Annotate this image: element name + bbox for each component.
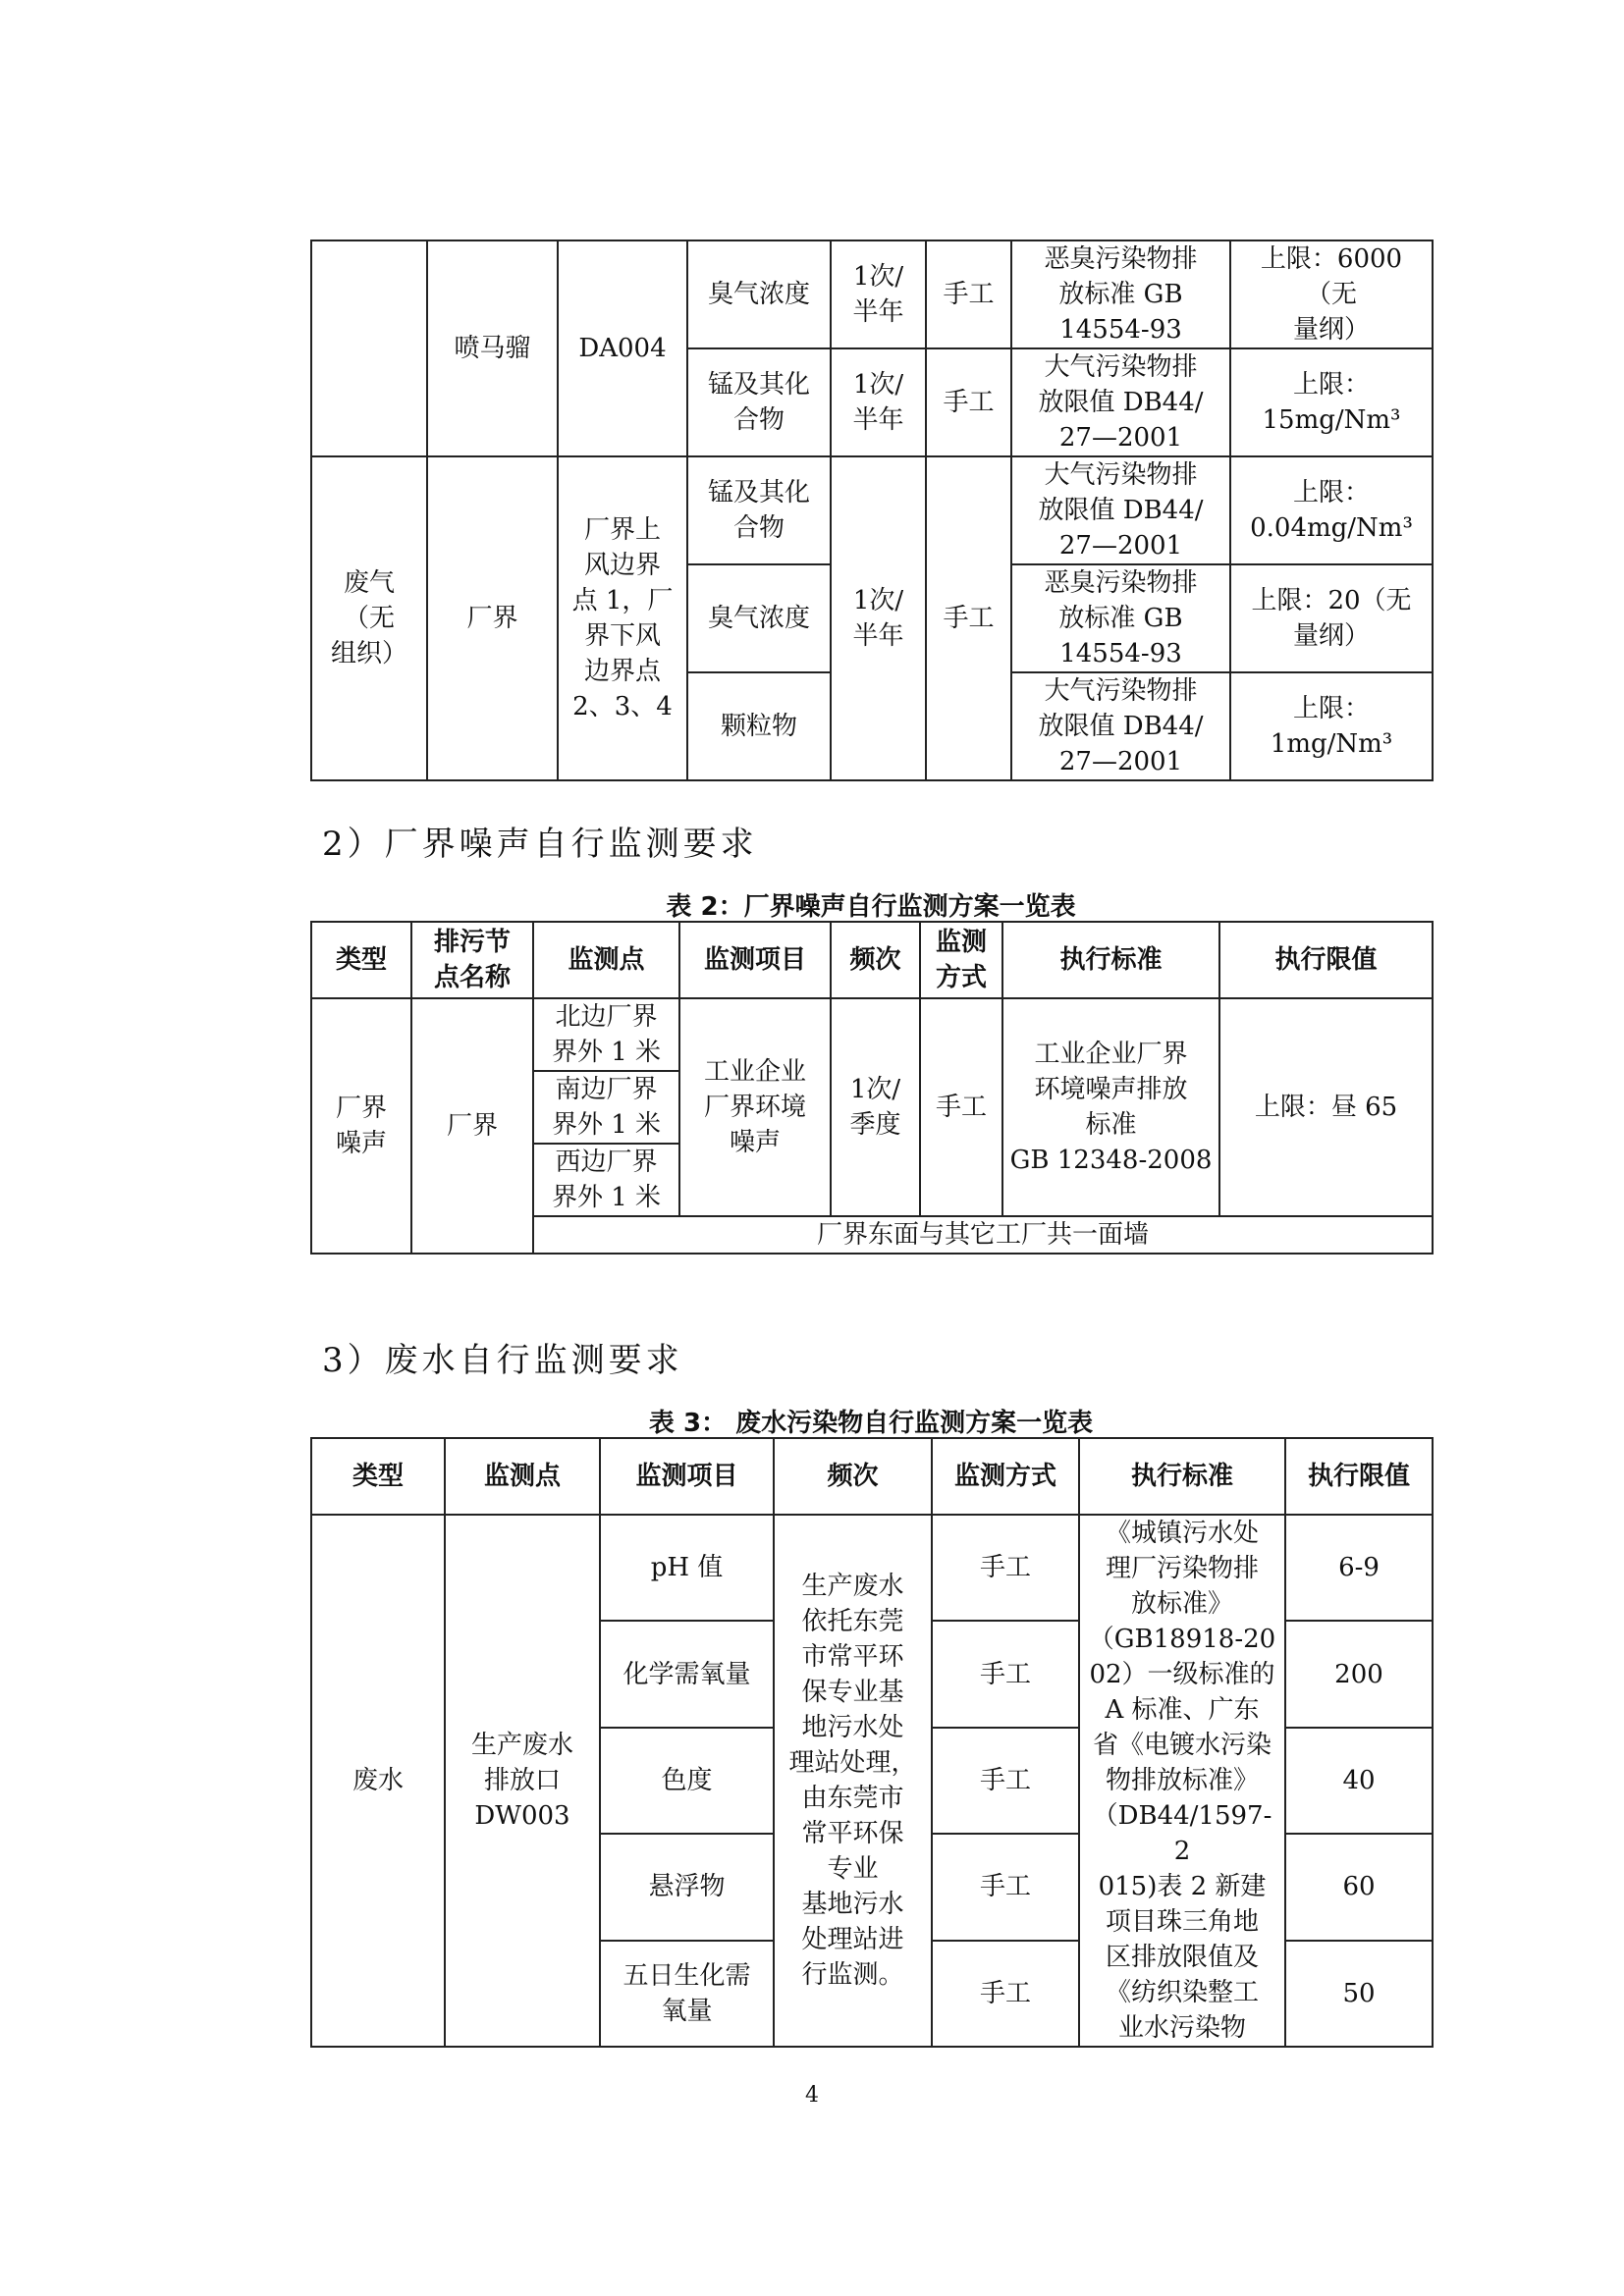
mode-cell: 手工: [932, 1515, 1079, 1621]
limit-cell: 上限：20（无 量纲）: [1230, 564, 1433, 672]
table-header-row: [311, 922, 1433, 998]
header-limit: 执行限值: [1285, 1438, 1433, 1515]
mode-cell: 手工: [920, 998, 1002, 1216]
std-cell: 《城镇污水处 理厂污染物排 放标准》 （GB18918-20 02）一级标准的 A 标准、广东 省《电镀水污染 物排放标准》 （DB44/1597-2 015)表 2 新建 项目珠三角地 区排放限值及 《纺织染整工 业水污染物: [1079, 1515, 1285, 2047]
mode-cell: 手工: [926, 348, 1011, 456]
limit-cell: 200: [1285, 1621, 1433, 1727]
mode-cell: 手工: [932, 1834, 1079, 1940]
header-mode: 监测 方式: [920, 922, 1002, 998]
header-std: 执行标准: [1079, 1438, 1285, 1515]
item-cell: 颗粒物: [687, 672, 831, 780]
node-cell: 厂界: [427, 456, 558, 780]
table-header-row: [311, 1438, 1433, 1515]
limit-cell: 50: [1285, 1941, 1433, 2047]
point-cell-west: 西边厂界 界外 1 米: [533, 1144, 679, 1216]
header-node: 排污节 点名称: [411, 922, 533, 998]
header-type: 类型: [311, 922, 411, 998]
freq-cell: 1次/ 季度: [831, 998, 920, 1216]
wastewater-table: [310, 1437, 1434, 2048]
header-mode: 监测方式: [932, 1438, 1079, 1515]
freq-cell: 1次/ 半年: [831, 456, 926, 780]
limit-cell: 上限：6000（无 量纲）: [1230, 240, 1433, 348]
limit-cell: 上限： 15mg/Nm³: [1230, 348, 1433, 456]
mode-cell: 手工: [932, 1728, 1079, 1834]
node-cell: 厂界: [411, 998, 533, 1254]
item-cell: 色度: [600, 1728, 774, 1834]
item-cell: 五日生化需 氧量: [600, 1941, 774, 2047]
freq-cell: 1次/ 半年: [831, 348, 926, 456]
mode-cell: 手工: [932, 1621, 1079, 1727]
table-row: [311, 240, 1433, 348]
header-item: 监测项目: [600, 1438, 774, 1515]
type-cell: 废气 （无 组织）: [311, 456, 427, 780]
freq-cell: 1次/ 半年: [831, 240, 926, 348]
mode-cell: 手工: [926, 240, 1011, 348]
item-cell: pH 值: [600, 1515, 774, 1621]
item-cell: 悬浮物: [600, 1834, 774, 1940]
std-cell: 大气污染物排 放限值 DB44/ 27—2001: [1011, 456, 1230, 564]
header-type: 类型: [311, 1438, 445, 1515]
table-caption-noise: 表 2：厂界噪声自行监测方案一览表: [666, 892, 1076, 922]
point-cell-south: 南边厂界 界外 1 米: [533, 1071, 679, 1144]
header-limit: 执行限值: [1219, 922, 1433, 998]
noise-table: [310, 921, 1434, 1255]
point-cell: 厂界上 风边界 点 1，厂 界下风 边界点 2、3、4: [558, 456, 687, 780]
item-cell: 工业企业 厂界环境 噪声: [679, 998, 831, 1216]
std-cell: 大气污染物排 放限值 DB44/ 27—2001: [1011, 348, 1230, 456]
item-cell: 臭气浓度: [687, 240, 831, 348]
limit-cell: 上限： 1mg/Nm³: [1230, 672, 1433, 780]
table-caption-wastewater: 表 3： 废水污染物自行监测方案一览表: [648, 1409, 1094, 1438]
type-cell: 废水: [311, 1515, 445, 2047]
item-cell: 臭气浓度: [687, 564, 831, 672]
limit-cell: 40: [1285, 1728, 1433, 1834]
std-cell: 恶臭污染物排 放标准 GB 14554-93: [1011, 240, 1230, 348]
header-std: 执行标准: [1002, 922, 1219, 998]
item-cell: 锰及其化 合物: [687, 456, 831, 564]
node-cell: 喷马骝: [427, 240, 558, 456]
table-row: [311, 1515, 1433, 1621]
header-freq: 频次: [831, 922, 920, 998]
code-cell: DA004: [558, 240, 687, 456]
limit-cell: 上限： 0.04mg/Nm³: [1230, 456, 1433, 564]
waste-gas-table: [310, 240, 1434, 781]
mode-cell: 手工: [932, 1941, 1079, 2047]
std-cell: 恶臭污染物排 放标准 GB 14554-93: [1011, 564, 1230, 672]
header-point: 监测点: [445, 1438, 600, 1515]
type-cell: 厂界 噪声: [311, 998, 411, 1254]
section-heading-wastewater: 3）废水自行监测要求: [322, 1341, 683, 1380]
note-cell: 厂界东面与其它工厂共一面墙: [533, 1216, 1433, 1254]
limit-cell: 60: [1285, 1834, 1433, 1940]
section-heading-noise: 2）厂界噪声自行监测要求: [322, 825, 758, 864]
page-number: 4: [805, 2083, 819, 2108]
limit-cell: 上限：昼 65: [1219, 998, 1433, 1216]
std-cell: 大气污染物排 放限值 DB44/ 27—2001: [1011, 672, 1230, 780]
table-row: [311, 456, 1433, 564]
point-cell: 生产废水 排放口 DW003: [445, 1515, 600, 2047]
header-item: 监测项目: [679, 922, 831, 998]
item-cell: 化学需氧量: [600, 1621, 774, 1727]
mode-cell: 手工: [926, 456, 1011, 780]
table-row: [311, 998, 1433, 1071]
limit-cell: 6-9: [1285, 1515, 1433, 1621]
item-cell: 锰及其化 合物: [687, 348, 831, 456]
header-freq: 频次: [774, 1438, 932, 1515]
type-cell-empty: [311, 240, 427, 456]
header-point: 监测点: [533, 922, 679, 998]
point-cell-north: 北边厂界 界外 1 米: [533, 998, 679, 1071]
std-cell: 工业企业厂界 环境噪声排放 标准 GB 12348-2008: [1002, 998, 1219, 1216]
freq-cell: 生产废水 依托东莞 市常平环 保专业基 地污水处 理站处理， 由东莞市 常平环保 专业 基地污水 处理站进 行监测。: [774, 1515, 932, 2047]
